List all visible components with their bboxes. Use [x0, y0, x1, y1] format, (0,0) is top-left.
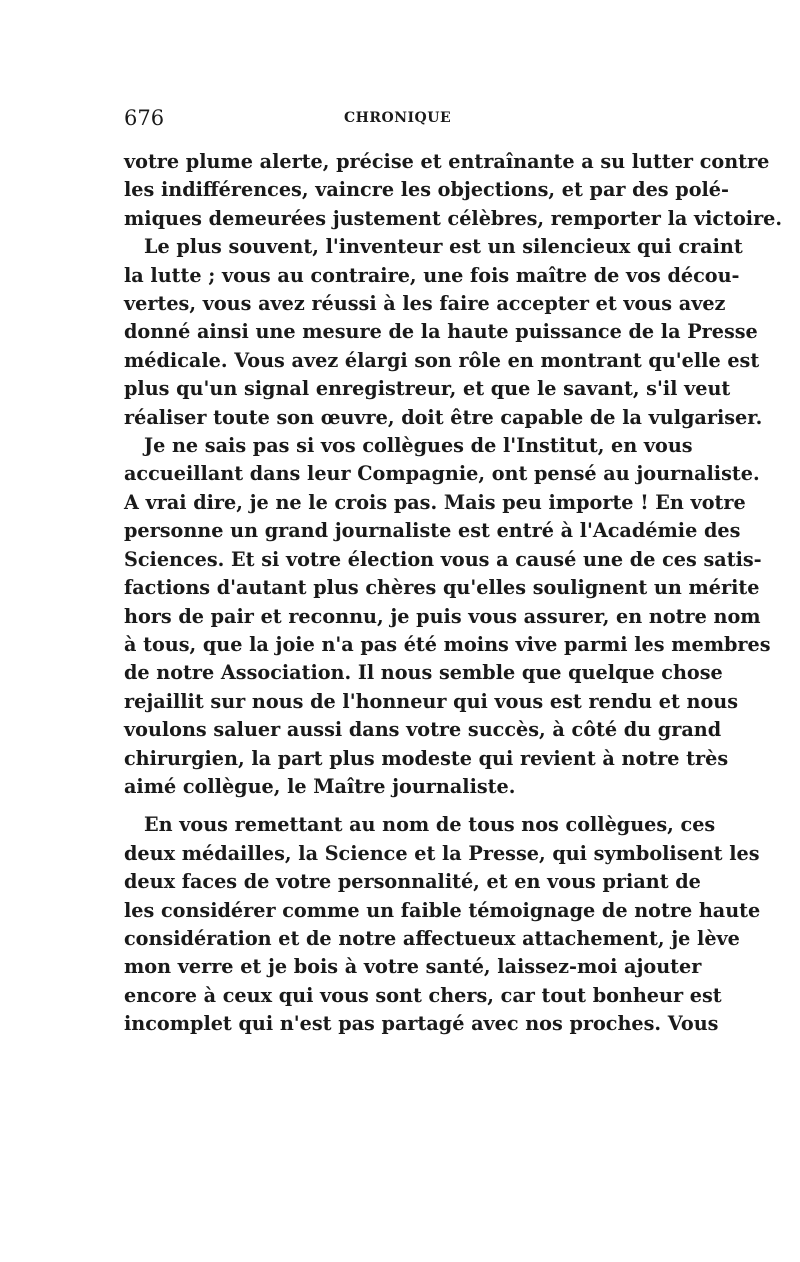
text-line: deux faces de votre personnalité, et en vous priant de: [124, 870, 701, 894]
text-line: plus qu'un signal enregistreur, et que le savant, s'il veut: [124, 377, 731, 401]
text-line: personne un grand journaliste est entré à l'Académie des: [124, 519, 741, 543]
text-line: En vous remettant au nom de tous nos collègues, ces: [144, 813, 716, 837]
text-line: Sciences. Et si votre élection vous a causé une de ces satis-: [124, 547, 762, 571]
text-line: Je ne sais pas si vos collègues de l'Institut, en vous: [144, 434, 693, 458]
text-line: Le plus souvent, l'inventeur est un silencieux qui craint: [144, 235, 743, 259]
text-line: voulons saluer aussi dans votre succès, à côté du grand: [124, 718, 722, 742]
text-line: factions d'autant plus chères qu'elles soulignent un mérite: [124, 576, 760, 600]
text-line: deux médailles, la Science et la Presse, qui symbolisent les: [124, 841, 760, 865]
page-number: 676: [124, 106, 165, 130]
text-line: rejaillit sur nous de l'honneur qui vous est rendu et nous: [124, 689, 739, 713]
text-line: de notre Association. Il nous semble que quelque chose: [124, 661, 723, 685]
text-line: miques demeurées justement célèbres, remporter la victoire.: [124, 206, 783, 230]
page-header: [124, 106, 672, 142]
text-line: votre plume alerte, précise et entraînante a su lutter contre: [124, 150, 770, 173]
paragraph-4: [124, 811, 761, 1038]
text-line: incomplet qui n'est pas partagé avec nos proches. Vous: [124, 1012, 719, 1036]
text-line: les indifférences, vaincre les objections, et par des polé-: [124, 178, 729, 202]
body-text: [124, 148, 783, 1039]
text-line: les considérer comme un faible témoignage de notre haute: [124, 898, 761, 922]
text-line: la lutte ; vous au contraire, une fois maître de vos décou-: [124, 263, 740, 287]
text-line: encore à ceux qui vous sont chers, car tout bonheur est: [124, 983, 722, 1007]
text-line: A vrai dire, je ne le crois pas. Mais peu importe ! En votre: [124, 490, 746, 514]
text-line: à tous, que la joie n'a pas été moins vive parmi les membres: [124, 632, 771, 656]
text-line: aimé collègue, le Maître journaliste.: [124, 774, 516, 798]
paragraph-1: [124, 148, 783, 233]
running-head: CHRONIQUE: [344, 110, 452, 126]
text-line: vertes, vous avez réussi à les faire accepter et vous avez: [124, 292, 726, 316]
text-line: mon verre et je bois à votre santé, laissez-moi ajouter: [124, 955, 702, 979]
text-line: hors de pair et reconnu, je puis vous assurer, en notre nom: [124, 604, 761, 628]
paragraph-3: [124, 432, 771, 801]
section-gap: [124, 801, 672, 811]
text-line: chirurgien, la part plus modeste qui revient à notre très: [124, 746, 729, 770]
text-line: donné ainsi une mesure de la haute puissance de la Presse: [124, 320, 758, 344]
text-line: réaliser toute son œuvre, doit être capable de la vulgariser.: [124, 405, 763, 429]
text-line: accueillant dans leur Compagnie, ont pensé au journaliste.: [124, 462, 760, 486]
text-line: considération et de notre affectueux attachement, je lève: [124, 926, 740, 950]
paragraph-2: [124, 233, 763, 432]
text-line: médicale. Vous avez élargi son rôle en montrant qu'elle est: [124, 348, 760, 372]
